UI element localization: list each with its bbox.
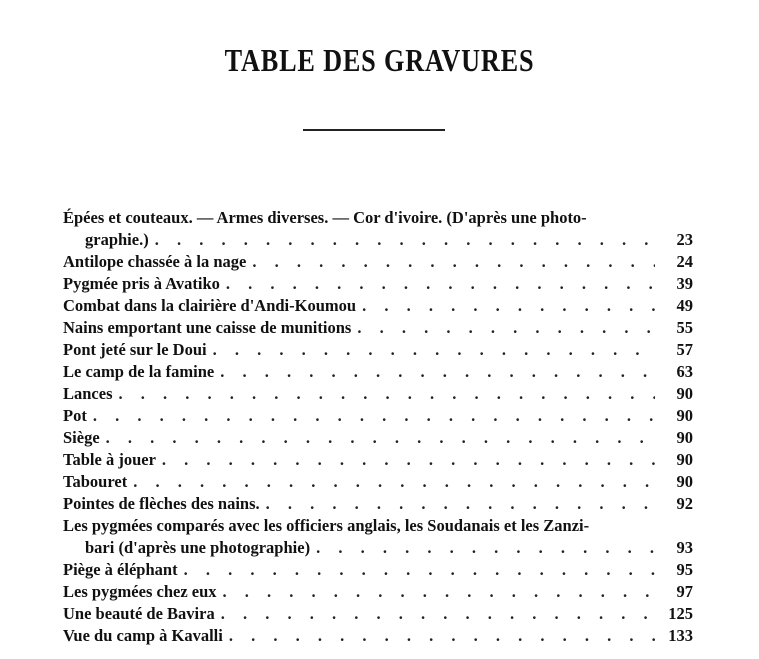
page-number: 24 <box>676 252 693 271</box>
dot-leader <box>213 340 655 360</box>
list-item <box>63 516 693 538</box>
entry-title: Tabouret <box>63 472 128 491</box>
list-item <box>63 450 693 472</box>
page-number: 97 <box>676 582 693 601</box>
list-item <box>63 582 693 604</box>
page-number: 23 <box>676 230 693 249</box>
entry-title: Pont jeté sur le Doui <box>63 340 207 359</box>
engravings-list <box>63 208 693 648</box>
list-item <box>63 252 693 274</box>
entry-title: Épées et couteaux. — Armes diverses. — Cor d'ivoire. (D'après une photo- <box>63 208 587 227</box>
page-title: TABLE DES GRAVURES <box>224 42 535 78</box>
entry-title: bari (d'après une photographie) <box>85 538 311 557</box>
dot-leader <box>162 450 655 470</box>
dot-leader <box>362 296 655 316</box>
dot-leader <box>229 626 655 646</box>
page-number: 92 <box>676 494 693 513</box>
list-item <box>63 538 693 560</box>
list-item <box>63 318 693 340</box>
dot-leader <box>223 582 655 602</box>
dot-leader <box>106 428 655 448</box>
title-divider <box>303 129 445 131</box>
list-item <box>63 230 693 252</box>
entry-title: Lances <box>63 384 113 403</box>
entry-title: Combat dans la clairière d'Andi-Koumou <box>63 296 357 315</box>
entry-title: Pointes de flèches des nains. <box>63 494 260 513</box>
dot-leader <box>221 604 655 624</box>
page-number: 133 <box>668 626 693 645</box>
entry-title: Pot <box>63 406 87 425</box>
list-item <box>63 428 693 450</box>
dot-leader <box>266 494 655 514</box>
list-item <box>63 384 693 406</box>
list-item <box>63 406 693 428</box>
page-number: 93 <box>676 538 693 557</box>
page-number: 63 <box>676 362 693 381</box>
entry-title: Vue du camp à Kavalli <box>63 626 223 645</box>
dot-leader <box>252 252 655 272</box>
dot-leader <box>316 538 655 558</box>
page-number: 57 <box>676 340 693 359</box>
list-item <box>63 472 693 494</box>
entry-title: Piège à éléphant <box>63 560 178 579</box>
list-item <box>63 494 693 516</box>
page-number: 90 <box>676 472 693 491</box>
page-number: 90 <box>676 406 693 425</box>
dot-leader <box>93 406 655 426</box>
entry-title: Pygmée pris à Avatiko <box>63 274 220 293</box>
page-number: 90 <box>676 450 693 469</box>
list-item <box>63 208 693 230</box>
entry-title: Les pygmées chez eux <box>63 582 217 601</box>
dot-leader <box>119 384 656 404</box>
list-item <box>63 604 693 626</box>
page-number: 90 <box>676 428 693 447</box>
entry-title: Table à jouer <box>63 450 156 469</box>
entry-title: Une beauté de Bavira <box>63 604 215 623</box>
list-item <box>63 296 693 318</box>
entry-title: Le camp de la famine <box>63 362 215 381</box>
entry-title: Nains emportant une caisse de munitions <box>63 318 352 337</box>
list-item <box>63 340 693 362</box>
page-number: 125 <box>668 604 693 623</box>
list-item <box>63 626 693 648</box>
page-number: 49 <box>676 296 693 315</box>
dot-leader <box>357 318 655 338</box>
dot-leader <box>220 362 655 382</box>
dot-leader <box>226 274 655 294</box>
list-item <box>63 362 693 384</box>
page-number: 95 <box>676 560 693 579</box>
list-item <box>63 560 693 582</box>
page-number: 55 <box>676 318 693 337</box>
entry-title: Les pygmées comparés avec les officiers anglais, les Soudanais et les Zanzi- <box>63 516 590 535</box>
entry-title: Antilope chassée à la nage <box>63 252 247 271</box>
entry-title: Siège <box>63 428 100 447</box>
entry-title: graphie.) <box>85 230 149 249</box>
dot-leader <box>133 472 655 492</box>
page-number: 39 <box>676 274 693 293</box>
page-number: 90 <box>676 384 693 403</box>
list-item <box>63 274 693 296</box>
dot-leader <box>184 560 655 580</box>
dot-leader <box>155 230 655 250</box>
